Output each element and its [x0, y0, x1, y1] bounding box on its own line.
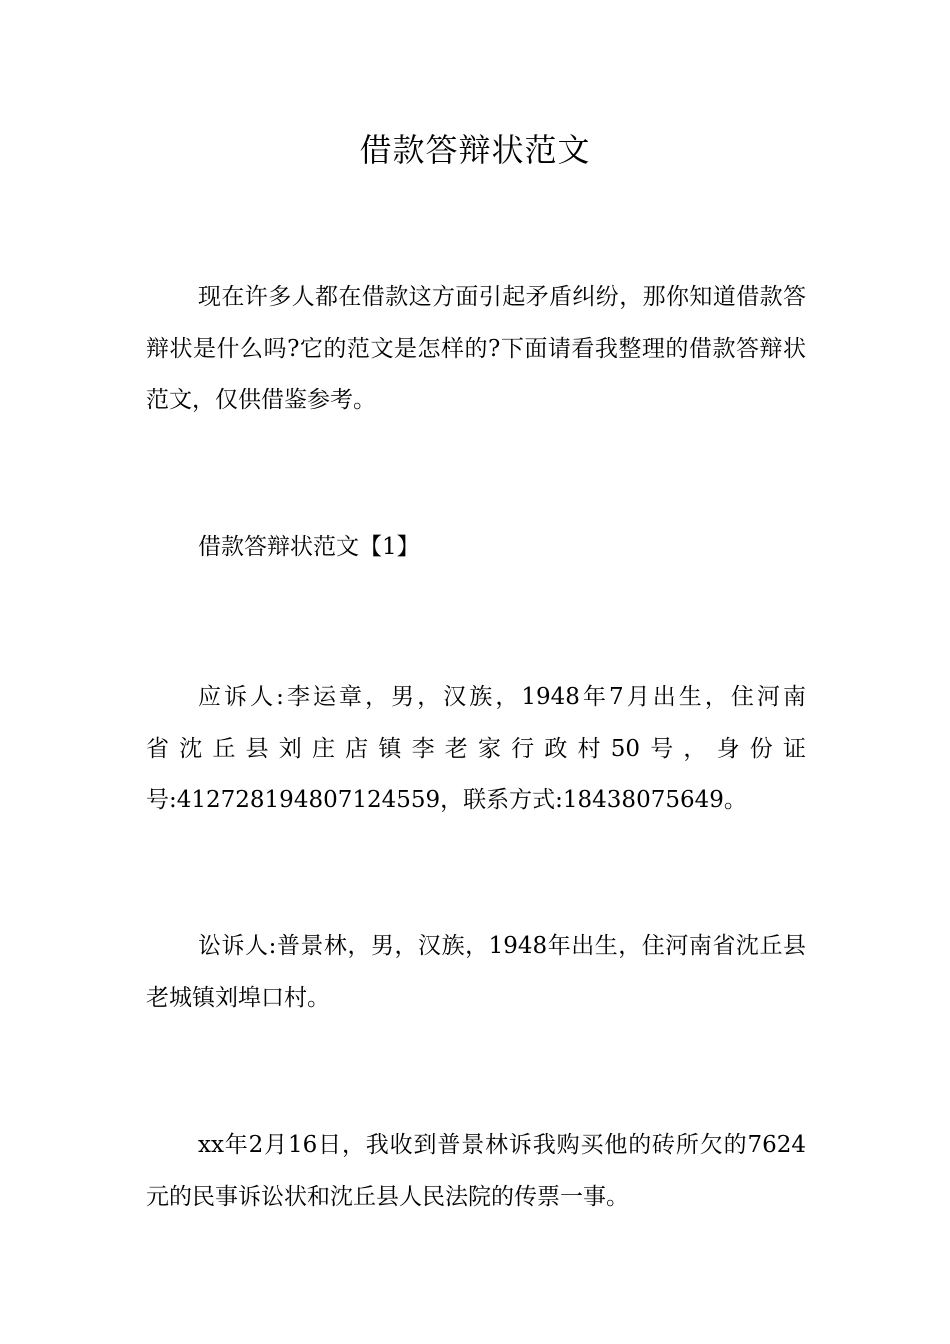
intro-paragraph: 现在许多人都在借款这方面引起矛盾纠纷，那你知道借款答辩状是什么吗?它的范文是怎样的?下面请看我整理的借款答辩状范文，仅供借鉴参考。 — [146, 284, 806, 413]
section-heading: 借款答辩状范文【1】 — [198, 534, 420, 560]
respondent-line-2: 省沈丘县刘庄店镇李老家行政村50号，身份证 — [146, 735, 806, 762]
respondent-line-1: 应诉人:李运章，男，汉族，1948年7月出生，住河南 — [198, 684, 806, 710]
respondent-line-3: 号:412728194807124559，联系方式:18438075649。 — [146, 787, 747, 813]
statement-paragraph: xx年2月16日，我收到普景林诉我购买他的砖所欠的7624元的民事诉讼状和沈丘县人民法院的传票一事。 — [146, 1132, 806, 1210]
respondent-paragraph — [146, 672, 806, 827]
plaintiff-paragraph: 讼诉人:普景林，男，汉族，1948年出生，住河南省沈丘县老城镇刘埠口村。 — [146, 933, 806, 1011]
document-title: 借款答辩状范文 — [359, 131, 591, 169]
